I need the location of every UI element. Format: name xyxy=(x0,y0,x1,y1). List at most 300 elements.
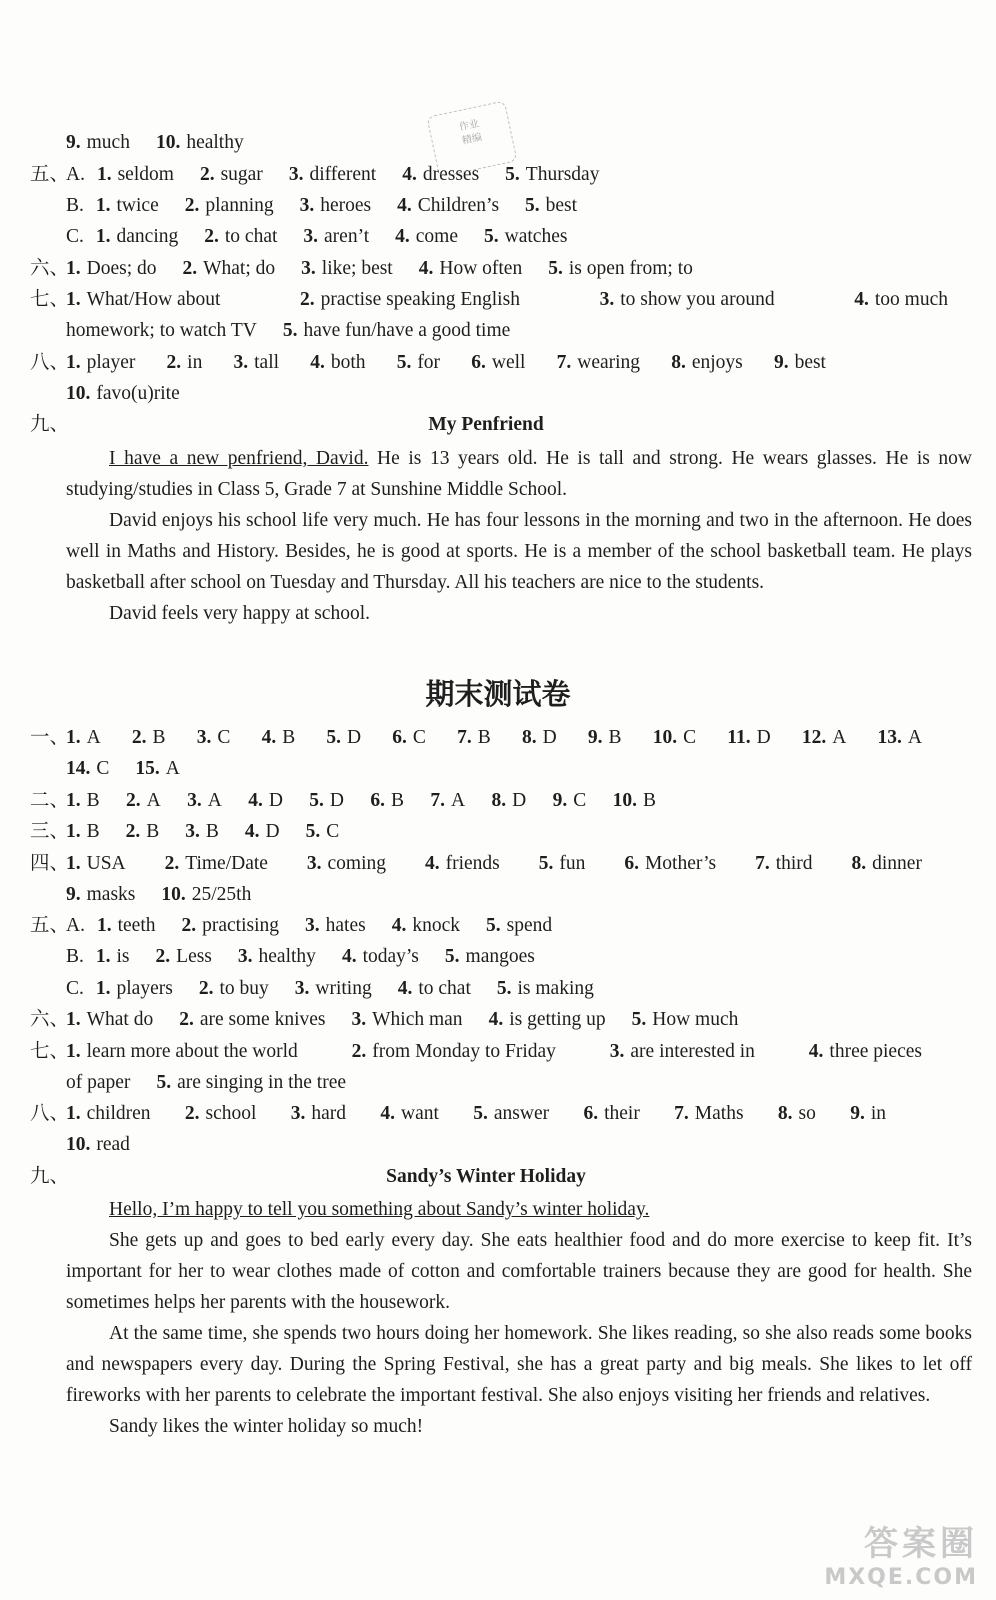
answer-text: D xyxy=(265,821,280,842)
answer-row xyxy=(66,1037,948,1067)
answer-text: heroes xyxy=(320,195,372,216)
answer-text: school xyxy=(205,1103,257,1124)
answer-text: favo(u)rite xyxy=(96,383,180,404)
answer-item xyxy=(291,1099,346,1129)
answer-text: Thursday xyxy=(525,164,600,185)
answer-item xyxy=(179,1005,325,1035)
answer-item xyxy=(419,254,522,284)
answer-text: watches xyxy=(504,226,568,247)
section-number: 五、 xyxy=(30,915,70,936)
section-number: 八、 xyxy=(30,352,70,373)
answer-number: 7. xyxy=(755,853,770,874)
answer-line xyxy=(0,222,972,252)
answer-text: wearing xyxy=(577,352,641,373)
answer-item xyxy=(126,817,160,847)
answer-item xyxy=(306,817,340,847)
answer-text: practising xyxy=(202,915,280,936)
answer-number: 6. xyxy=(370,790,386,811)
answer-item xyxy=(283,316,510,346)
answer-number: 5. xyxy=(525,195,540,216)
answer-text: B xyxy=(282,727,296,748)
answer-text: What; do xyxy=(203,258,276,279)
answer-item xyxy=(342,942,419,972)
answer-number: 1. xyxy=(95,195,111,216)
answer-number: 10. xyxy=(612,790,637,811)
answer-number: 3. xyxy=(299,195,315,216)
answer-number: 1. xyxy=(96,915,112,936)
answer-text: D xyxy=(512,790,527,811)
section-number: 七、 xyxy=(30,289,70,310)
answer-text: want xyxy=(401,1103,439,1124)
answer-text: from Monday to Friday xyxy=(372,1041,556,1062)
answer-item xyxy=(135,754,179,784)
answer-text: A xyxy=(451,790,466,811)
part-label: C. xyxy=(66,226,84,247)
answer-text: tall xyxy=(254,352,280,373)
answer-number: 3. xyxy=(305,915,320,936)
answer-row xyxy=(66,754,972,784)
answer-number: 1. xyxy=(66,1103,81,1124)
answer-item xyxy=(755,849,812,879)
answer-line xyxy=(0,754,972,784)
answer-text: best xyxy=(794,352,826,373)
essay-heading: My Penfriend xyxy=(428,414,544,435)
answer-item xyxy=(492,786,527,816)
answer-text: planning xyxy=(205,195,274,216)
part-label: A. xyxy=(66,164,85,185)
answer-item xyxy=(183,254,276,284)
answer-item xyxy=(66,1037,298,1067)
answer-number: 5. xyxy=(484,226,499,247)
answer-number: 3. xyxy=(185,821,200,842)
answer-text: D xyxy=(329,790,345,811)
answer-number: 4. xyxy=(808,1041,824,1062)
answer-number: 3. xyxy=(294,978,310,999)
answer-row xyxy=(66,942,972,972)
answer-number: 12. xyxy=(801,727,827,748)
answer-text: enjoys xyxy=(691,352,743,373)
answer-number: 10. xyxy=(155,132,181,153)
answer-item xyxy=(234,348,280,378)
answer-item xyxy=(610,1037,755,1067)
answer-number: 8. xyxy=(777,1103,793,1124)
answer-row xyxy=(66,160,972,190)
answer-item xyxy=(303,222,369,252)
answer-row xyxy=(66,316,972,346)
answer-number: 6. xyxy=(583,1103,599,1124)
essay-body xyxy=(66,1194,972,1442)
answer-number: 10. xyxy=(161,884,186,905)
answer-item xyxy=(156,128,244,158)
answer-text: A xyxy=(165,758,180,779)
answer-number: 2. xyxy=(126,790,141,811)
answer-text: mangoes xyxy=(465,946,535,967)
answer-item xyxy=(182,911,280,941)
answer-text: is making xyxy=(517,978,594,999)
answer-text: twice xyxy=(116,195,159,216)
answer-number: 13. xyxy=(877,727,902,748)
answer-number: 3. xyxy=(306,853,322,874)
answer-number: 2. xyxy=(351,1041,367,1062)
answer-text: A xyxy=(146,790,161,811)
answer-text: third xyxy=(775,853,813,874)
answer-item xyxy=(66,379,180,409)
answer-number: 1. xyxy=(95,946,111,967)
answer-item xyxy=(583,1099,639,1129)
answer-number: 3. xyxy=(351,1009,367,1030)
stamp-logo: 作业 精编 xyxy=(426,100,517,177)
answer-item xyxy=(486,911,552,941)
essay-opening-sentence: Hello, I’m happy to tell you something about Sandy’s winter holiday. xyxy=(109,1199,650,1220)
answer-text: is xyxy=(116,946,130,967)
answer-item xyxy=(588,723,622,753)
answer-number: 5. xyxy=(486,915,501,936)
answer-item xyxy=(66,1005,153,1035)
answer-row xyxy=(66,254,972,284)
answer-line xyxy=(0,1162,972,1192)
answer-text: best xyxy=(545,195,578,216)
answer-number: 5. xyxy=(326,727,342,748)
answer-item xyxy=(445,942,535,972)
answer-number: 2. xyxy=(184,1103,200,1124)
answer-text: learn more about the world xyxy=(86,1041,298,1062)
answer-text: C xyxy=(573,790,587,811)
answer-item xyxy=(352,1005,463,1035)
answer-text: B xyxy=(86,790,100,811)
answer-number: 1. xyxy=(66,790,81,811)
answer-text: What/How about xyxy=(86,289,221,310)
answer-number: 8. xyxy=(851,853,867,874)
answer-row xyxy=(66,786,682,816)
answer-text: How much xyxy=(652,1009,739,1030)
answer-number: 2. xyxy=(184,195,200,216)
answer-number: 4. xyxy=(397,195,412,216)
answer-line xyxy=(0,786,972,816)
answer-item xyxy=(66,348,135,378)
answer-number: 9. xyxy=(850,1103,865,1124)
answer-item xyxy=(430,786,465,816)
answer-item xyxy=(425,849,500,879)
answer-number: 7. xyxy=(674,1103,689,1124)
answer-text: dancing xyxy=(116,226,179,247)
answer-item xyxy=(392,911,460,941)
answer-item xyxy=(161,880,251,910)
answer-item xyxy=(878,723,922,753)
answer-number: 4. xyxy=(402,164,417,185)
answer-item xyxy=(852,849,922,879)
answer-text: healthy xyxy=(186,132,244,153)
answer-text: A xyxy=(832,727,847,748)
essay-heading: Sandy’s Winter Holiday xyxy=(386,1166,586,1187)
answer-text: in xyxy=(870,1103,886,1124)
answer-text: to show you around xyxy=(620,289,775,310)
answer-row xyxy=(66,880,972,910)
answer-text: Maths xyxy=(694,1103,744,1124)
answer-number: 2. xyxy=(199,164,215,185)
answer-text: dresses xyxy=(422,164,480,185)
answer-row xyxy=(66,222,972,252)
answer-item xyxy=(548,254,693,284)
answer-item xyxy=(66,1130,130,1160)
answer-number: 2. xyxy=(204,226,219,247)
watermark-logo xyxy=(768,1516,978,1588)
answer-text: aren’t xyxy=(324,226,370,247)
answer-number: 6. xyxy=(392,727,407,748)
answer-item xyxy=(305,911,366,941)
answer-item xyxy=(200,160,263,190)
answer-number: 4. xyxy=(488,1009,504,1030)
answer-text: is open from; to xyxy=(568,258,693,279)
answer-text: well xyxy=(491,352,526,373)
answer-row xyxy=(66,849,948,879)
answer-row xyxy=(66,1005,972,1035)
answer-line xyxy=(0,1068,972,1098)
answer-number: 1. xyxy=(66,821,81,842)
answer-item xyxy=(300,285,520,315)
answer-number: 15. xyxy=(135,758,160,779)
answer-row xyxy=(66,817,342,847)
answer-text: friends xyxy=(445,853,500,874)
answer-number: 4. xyxy=(248,790,263,811)
answer-item xyxy=(245,817,280,847)
answer-item xyxy=(392,723,426,753)
answer-text: homework; to watch TV xyxy=(66,320,257,341)
answer-text: like; best xyxy=(321,258,393,279)
answer-number: 5. xyxy=(631,1009,647,1030)
answer-item xyxy=(248,786,283,816)
answer-text: children xyxy=(86,1103,151,1124)
answer-text: to buy xyxy=(219,978,269,999)
answer-number: 6. xyxy=(471,352,486,373)
answer-text: C xyxy=(326,821,340,842)
answer-item xyxy=(489,1005,606,1035)
answer-number: 5. xyxy=(548,258,563,279)
answer-number: 4. xyxy=(244,821,260,842)
answer-line xyxy=(0,348,972,378)
answer-item xyxy=(66,1068,130,1098)
section-number: 三、 xyxy=(30,821,70,842)
answer-item xyxy=(197,723,231,753)
answer-text: How often xyxy=(439,258,523,279)
answer-item xyxy=(850,1099,886,1129)
answer-number: 5. xyxy=(309,790,324,811)
answer-text: much xyxy=(86,132,130,153)
answer-item xyxy=(727,723,770,753)
answer-number: 9. xyxy=(587,727,603,748)
answer-number: 5. xyxy=(473,1103,488,1124)
answer-item xyxy=(525,191,577,221)
answer-line xyxy=(0,285,972,315)
answer-item xyxy=(185,817,219,847)
answer-text: C xyxy=(683,727,697,748)
answer-number: 5. xyxy=(496,978,512,999)
answer-item xyxy=(674,1099,743,1129)
essay-body xyxy=(66,443,972,629)
answer-number: 1. xyxy=(95,226,111,247)
answer-number: 2. xyxy=(131,727,147,748)
answer-item xyxy=(613,786,656,816)
answer-item xyxy=(262,723,296,753)
answer-text: USA xyxy=(86,853,126,874)
answer-text: player xyxy=(86,352,136,373)
watermark-text: MXQE.COM xyxy=(824,1565,978,1590)
essay-paragraph: David enjoys his school life very much. He has four lessons in the morning and two in the afternoon. He does well in Maths and History. Besides, he is good at sports. He is a member of the school basketball team. He plays basketball after school on Tuesday and Thursday. All his teachers are nice to the students. xyxy=(66,510,972,593)
answer-text: knock xyxy=(412,915,461,936)
answer-item xyxy=(307,849,386,879)
answer-number: 4. xyxy=(391,915,407,936)
answer-item xyxy=(187,786,222,816)
answer-number: 3. xyxy=(609,1041,625,1062)
answer-item xyxy=(66,254,157,284)
answer-item xyxy=(522,723,557,753)
answer-text: D xyxy=(542,727,557,748)
answer-number: 3. xyxy=(290,1103,306,1124)
answer-number: 2. xyxy=(181,915,197,936)
answer-number: 4. xyxy=(418,258,434,279)
answer-text: Children’s xyxy=(417,195,500,216)
answer-item xyxy=(398,974,471,1004)
answer-text: fun xyxy=(559,853,586,874)
answer-item xyxy=(397,191,499,221)
answer-item xyxy=(395,222,458,252)
answer-text: Which man xyxy=(372,1009,463,1030)
answer-line xyxy=(0,942,972,972)
part-label: C. xyxy=(66,978,84,999)
answer-number: 2. xyxy=(198,978,214,999)
answer-number: 2. xyxy=(155,946,171,967)
answer-item xyxy=(97,911,156,941)
answer-text: different xyxy=(309,164,377,185)
answer-text: D xyxy=(347,727,362,748)
answer-text: are interested in xyxy=(630,1041,755,1062)
answer-item xyxy=(352,1037,556,1067)
answer-number: 1. xyxy=(66,1041,81,1062)
answer-number: 9. xyxy=(552,790,568,811)
answer-text: is getting up xyxy=(509,1009,606,1030)
answer-number: 1. xyxy=(66,258,81,279)
answer-item xyxy=(66,754,109,784)
answer-number: 9. xyxy=(773,352,789,373)
answer-text: in xyxy=(187,352,203,373)
answer-number: 5. xyxy=(282,320,298,341)
section-number: 六、 xyxy=(30,258,70,279)
answer-item xyxy=(300,191,372,221)
answer-item xyxy=(632,1005,739,1035)
answer-number: 3. xyxy=(288,164,304,185)
answer-text: 25/25th xyxy=(191,884,252,905)
answer-item xyxy=(289,160,376,190)
answer-line xyxy=(0,911,972,941)
answer-item xyxy=(600,285,775,315)
answer-item xyxy=(809,1037,922,1067)
answer-text: dinner xyxy=(872,853,922,874)
answer-number: 5. xyxy=(305,821,321,842)
answer-text: Less xyxy=(176,946,212,967)
answer-item xyxy=(653,723,696,753)
page-title: 期末测试卷 xyxy=(425,677,571,711)
answer-line xyxy=(0,974,972,1004)
answer-line xyxy=(0,254,972,284)
answer-row xyxy=(66,1130,972,1160)
answer-item xyxy=(497,974,594,1004)
answer-number: 7. xyxy=(457,727,472,748)
answer-text: B xyxy=(152,727,166,748)
answer-item xyxy=(310,348,365,378)
answer-item xyxy=(96,942,130,972)
answer-number: 8. xyxy=(521,727,537,748)
answer-text: to chat xyxy=(418,978,471,999)
essay-paragraph: David feels very happy at school. xyxy=(109,603,371,624)
answer-item xyxy=(66,285,220,315)
answer-text: C xyxy=(412,727,426,748)
answer-text: teeth xyxy=(117,915,156,936)
answer-row xyxy=(66,128,972,158)
answer-text: of paper xyxy=(66,1072,131,1093)
answer-number: 1. xyxy=(66,289,81,310)
answer-number: 14. xyxy=(66,758,91,779)
answer-row xyxy=(66,285,948,315)
answer-item xyxy=(539,849,586,879)
answer-number: 3. xyxy=(187,790,202,811)
answer-text: What do xyxy=(86,1009,154,1030)
answer-row xyxy=(66,1068,972,1098)
answer-text: answer xyxy=(493,1103,550,1124)
answer-item xyxy=(370,786,404,816)
answer-text: Does; do xyxy=(86,258,157,279)
answer-number: 10. xyxy=(66,1134,91,1155)
answer-text: Mother’s xyxy=(644,853,717,874)
answer-text: today’s xyxy=(362,946,419,967)
answer-text: B xyxy=(391,790,405,811)
answer-item xyxy=(301,254,393,284)
answer-number: 1. xyxy=(66,1009,81,1030)
answer-item xyxy=(66,849,126,879)
answer-text: hard xyxy=(311,1103,347,1124)
section-number: 四、 xyxy=(30,853,70,874)
answer-item xyxy=(126,786,161,816)
answer-text: C xyxy=(217,727,231,748)
answer-item xyxy=(66,786,100,816)
answer-number: 2. xyxy=(179,1009,194,1030)
answer-number: 1. xyxy=(96,164,112,185)
answer-item xyxy=(778,1099,816,1129)
answer-text: C xyxy=(96,758,110,779)
answer-text: A xyxy=(207,790,222,811)
answer-text: to chat xyxy=(224,226,278,247)
watermark-text: 答案圈 xyxy=(864,1524,978,1564)
answer-text: healthy xyxy=(258,946,316,967)
answer-item xyxy=(471,348,525,378)
answer-number: 4. xyxy=(395,226,410,247)
answer-number: 4. xyxy=(261,727,277,748)
answer-text: are some knives xyxy=(199,1009,326,1030)
answer-item xyxy=(204,222,277,252)
answer-item xyxy=(156,1068,346,1098)
answer-item xyxy=(66,817,100,847)
answer-text: are singing in the tree xyxy=(177,1072,347,1093)
answer-number: 2. xyxy=(164,853,180,874)
answer-row xyxy=(66,723,948,753)
answer-item xyxy=(167,348,203,378)
answer-row xyxy=(66,191,972,221)
answer-text: B xyxy=(642,790,656,811)
section-number: 二、 xyxy=(30,790,70,811)
answer-item xyxy=(66,723,101,753)
answer-number: 10. xyxy=(652,727,678,748)
part-label: B. xyxy=(66,946,84,967)
answer-text: three pieces xyxy=(829,1041,922,1062)
answer-number: 2. xyxy=(182,258,198,279)
